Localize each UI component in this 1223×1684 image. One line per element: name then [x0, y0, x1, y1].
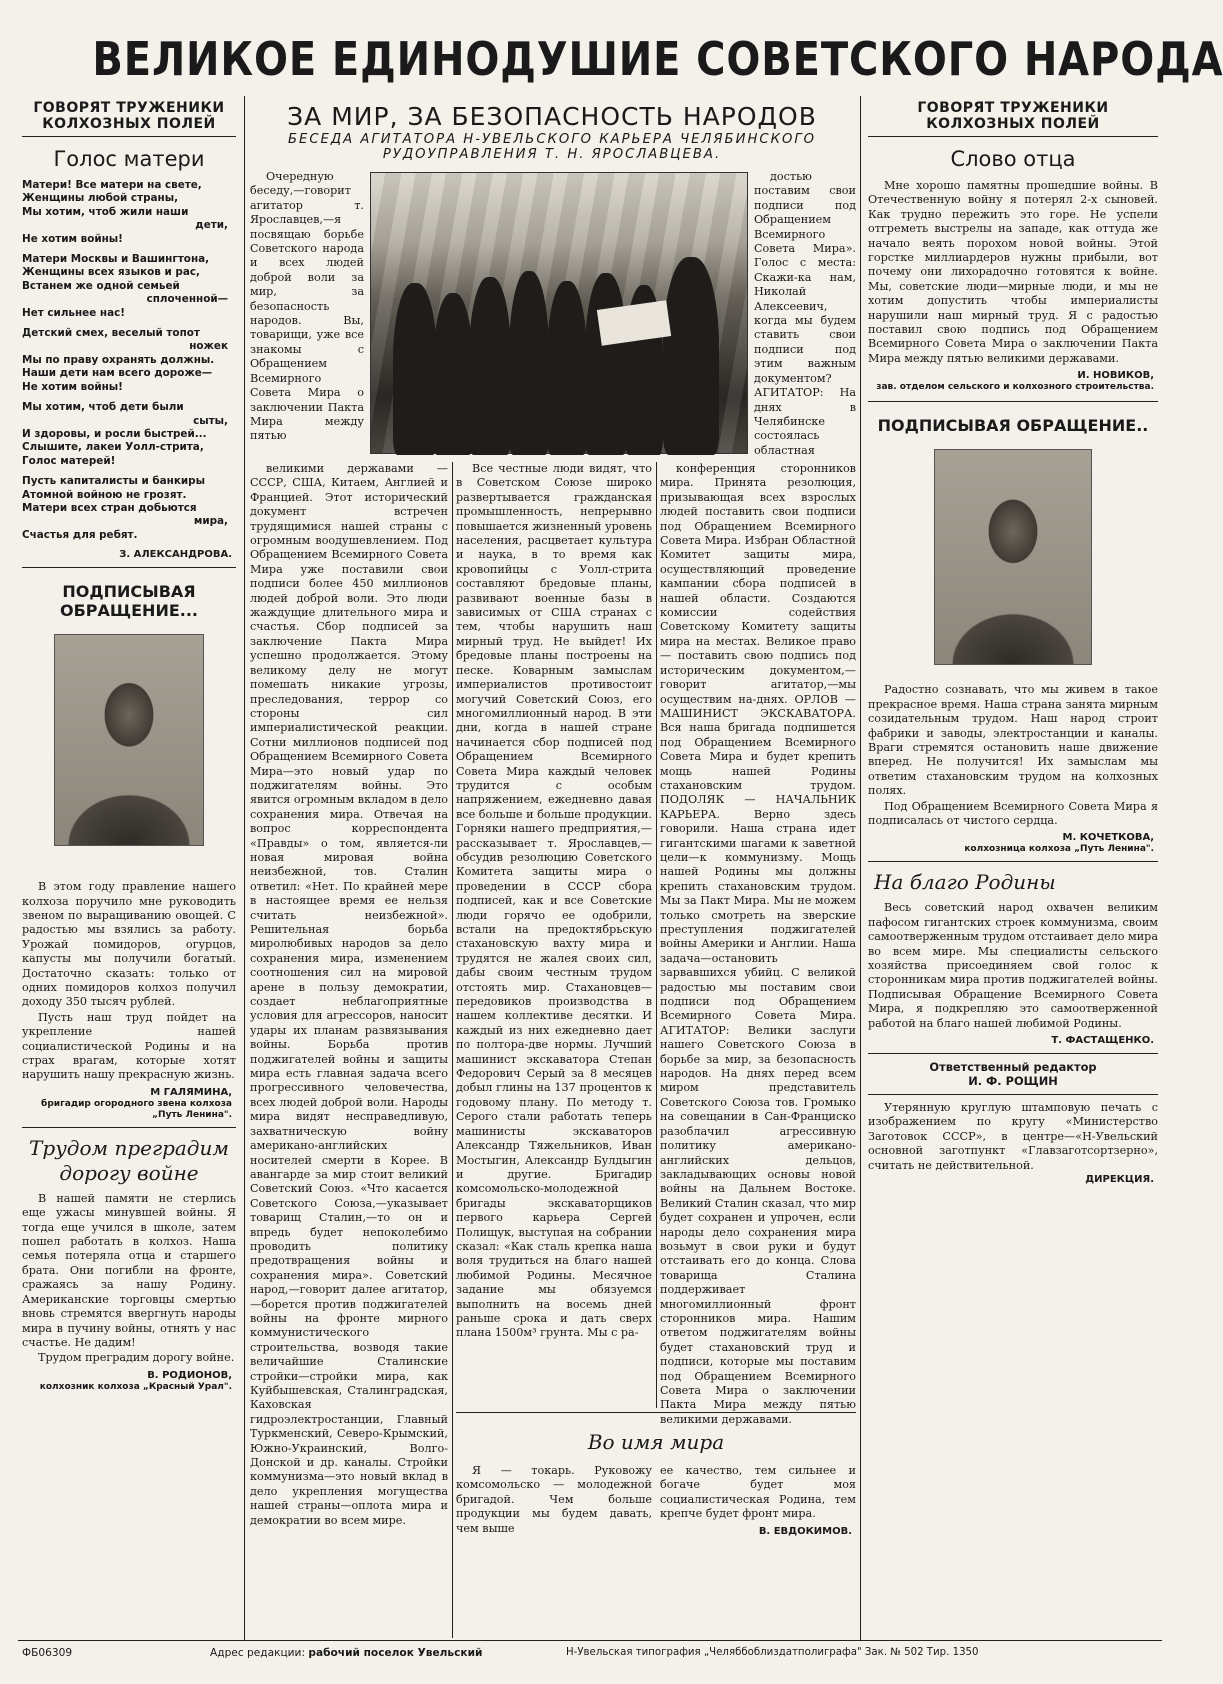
- article-paragraph: Весь советский народ охвачен великим пафосом гигантских строек коммунизма, своим самоотверженным трудом отстаивает дело мира во всем мире. Мы специалисты сельского хозяйства присоединяем свой голос к сторонникам мира против поджигателей войны. Подписывая Обращение Всемирного Совета Мира, я подкрепляю это самоотверженной работой на благо нашей любимой Родины.: [868, 901, 1158, 1030]
- poem-line: Не хотим войны!: [22, 380, 123, 393]
- center-subtitle: БЕСЕДА АГИТАТОРА Н-УВЕЛЬСКОГО КАРЬЕРА ЧЕЛЯБИНСКОГО РУДОУПРАВЛЕНИЯ Т. Н. ЯРОСЛАВЦЕВА.: [287, 132, 817, 162]
- article-paragraph: Я — токарь. Руковожу комсомольско — молодежной бригадой. Чем больше продукции мы будем давать, чем выше: [456, 1464, 652, 1535]
- article-paragraph: достью поставим свои подписи под Обращением Всемирного Совета Мира». Голос с места: Скажи-ка нам, Николай Алексеевич, когда мы будем ставить свои подписи под этим важным документом? АГИТАТОР: На днях в Челябинске состоялась областная: [754, 170, 856, 457]
- vo-imya-heading: Во имя мира: [587, 1430, 725, 1454]
- poem-line: Матери Москвы и Вашингтона,: [22, 253, 210, 266]
- galyamina-signature: М ГАЛЯМИНА,: [150, 1086, 232, 1098]
- portrait-photo-galyamina: [54, 634, 204, 846]
- kochetkova-role: колхозница колхоза „Путь Ленина".: [964, 844, 1154, 855]
- poem-line: Слышите, лакеи Уолл-стрита,: [22, 441, 204, 454]
- right-sign-heading: ПОДПИСЫВАЯ ОБРАЩЕНИЕ..: [877, 416, 1149, 436]
- footer-address: [210, 1646, 482, 1660]
- section-rule: [22, 567, 236, 568]
- poem-line: Встанем же одной семьей: [22, 279, 180, 292]
- section-rule: [868, 1094, 1158, 1095]
- poem-line: Женщины любой страны,: [22, 192, 179, 205]
- poem-line: сплоченной—: [146, 293, 228, 306]
- center-col-1: [250, 462, 448, 1638]
- poem-line: Мы хотим, чтоб жили наши: [22, 205, 189, 218]
- vo-imya-right: [660, 1464, 856, 1640]
- poem-line: И здоровы, и росли быстрей...: [22, 427, 207, 440]
- section-rule: [22, 1127, 236, 1128]
- notice-text: Утерянную круглую штамповую печать с изображением по кругу «Министерство Заготовок СССР», в центре—«Н-Увельский основной заготпункт «Главзаготсортзерно», считать не действительной.: [868, 1101, 1158, 1172]
- article-paragraph: Пусть наш труд пойдет на укрепление нашей социалистической Родины и на страх врагам, которые хотят нарушить нашу прекрасную жизнь.: [22, 1010, 236, 1082]
- left-column: [22, 100, 236, 1638]
- poem: [22, 179, 236, 542]
- section-rule: [868, 1053, 1158, 1054]
- article-paragraph: Очередную беседу,—говорит агитатор т. Ярославцев,—я посвящаю борьбе Советского народа и всех людей доброй воли за мир, за безопасность народов. Вы, товарищи, уже все знакомы с Обращением Всемирного Совета Мира о заключении Пакта Мира между пятью: [250, 170, 364, 443]
- masthead: ВЕЛИКОЕ ЕДИНОДУШИЕ СОВЕТСКОГО НАРОДА: [92, 32, 1223, 86]
- article-paragraph: Под Обращением Всемирного Совета Мира я подписалась от чистого сердца.: [868, 799, 1158, 827]
- right-column: [868, 100, 1158, 1638]
- intro-left: [250, 170, 364, 460]
- column-rule: [244, 96, 245, 1640]
- left-kicker: ГОВОРЯТ ТРУЖЕНИКИ КОЛХОЗНЫХ ПОЛЕЙ: [22, 100, 236, 137]
- blago-signature: Т. ФАСТАЩЕНКО.: [1051, 1035, 1154, 1046]
- portrait-photo-kochetkova: [934, 449, 1092, 665]
- poem-line: Атомной войною не грозят.: [22, 488, 187, 501]
- article-paragraph: В нашей памяти не стерлись еще ужасы минувшей войны. Я тогда еще учился в школе, затем пошел работать в колхоз. Наша семья потеряла отца и старшего брата. Они погибли на фронте, сражаясь за нашу Родину. Американские торговцы смертью вновь стремятся ввергнуть народы мира в пучину войны, отнять у нас счастье. Не дадим!: [22, 1191, 236, 1349]
- center-col-3: [660, 462, 856, 1426]
- left-sign-heading: ПОДПИСЫВАЯ ОБРАЩЕНИЕ...: [60, 582, 198, 621]
- kochetkova-signature: М. КОЧЕТКОВА,: [1062, 832, 1154, 844]
- trudom-signature: В. РОДИОНОВ,: [147, 1369, 232, 1381]
- poem-line: Счастья для ребят.: [22, 528, 138, 541]
- center-title: ЗА МИР, ЗА БЕЗОПАСНОСТЬ НАРОДОВ: [287, 102, 817, 131]
- vo-imya-left: [456, 1464, 652, 1640]
- footer-rule: [18, 1640, 1162, 1641]
- section-rule: [868, 861, 1158, 862]
- poem-line: Голос матерей!: [22, 454, 116, 467]
- poem-line: Детский смех, веселый топот: [22, 327, 200, 340]
- poem-line: Матери всех стран добьются: [22, 501, 197, 514]
- article-paragraph: Мне хорошо памятны прошедшие войны. В Отечественную войну я потерял 2-х сыновей. Как трудно пережить это горе. Не успели отгреметь выстрелы на западе, как оттуда же начало веять порохом новой войны. Этой горстке миллиардеров нужны прибыли, вот почему они лихорадочно готовятся к войне. Мы, советские люди—мирные люди, и мы не хотим допустить чтобы империалисты нарушили наш мирный труд. Я с радостью поставил свою подпись под Обращением Всемирного Совета Мира о заключении Пакта Мира между пятью великими державами.: [868, 179, 1158, 365]
- poem-line: Матери! Все матери на свете,: [22, 179, 202, 191]
- article-paragraph: В этом году правление нашего колхоза поручило мне руководить звеном по выращиванию овощей. С радостью мы взялись за работу. Урожай помидоров, огурцов, капусты мы получили богатый. Достаточно сказать: только от одних помидоров колхоз получил доходу 350 тысяч рублей.: [22, 880, 236, 1009]
- slovo-heading: Слово отца: [950, 147, 1076, 171]
- article-paragraph: Все честные люди видят, что в Советском Союзе широко развертывается гражданская промышленность, непрерывно повышается жизненный уровень населения, расцветает культура и наука, в то время как кровопийцы с Уолл-стрита составляют бредовые планы, развивают военные базы в зависимых от США странах с тем, чтобы нарушить наш мирный труд. Не выйдет! Их бредовые планы построены на песке. Коварным замыслам империалистов противостоит могучий Советский Союз, его многомиллионный народ. В эти дни, когда в нашей стране начинается сбор подписей под Обращением Всемирного Совета Мира каждый человек трудится с особым напряжением, ежедневно давая все больше и больше продукции. Горняки нашего предприятия,—рассказывает т. Ярославцев,—обсудив резолюцию Советского Комитета защиты мира о проведении в СССР сбора подписей, как и все Советские люди горячо ее одобрили, встали на предоктябрьскую стахановскую вахту мира и трудятся не жалея своих сил, дабы своим честным трудом отстоять мир. Стахановцев—передовиков производства в нашем коллективе десятки. И каждый из них ежедневно дает по полтора-две нормы. Лучший машинист экскаватора Степан Федорович Серый за 8 месяцев добыл глины на 137 процентов к годовому плану. По методу т. Серого стали работать теперь машинисты экскаваторов Александр Тяжельников, Иван Мостыгин, Александр Булдыгин и другие. Бригадир комсомольско-молодежной бригады экскаваторщиков первого карьера Сергей Полищук, выступая на собрании сказал: «Как сталь крепка наша воля трудиться на благо нашей любимой Родины. Месячное задание мы обязуемся выполнить на восемь дней раньше срока и дать сверх плана 1500м³ грунта. Мы с ра-: [456, 462, 652, 1340]
- right-kicker: ГОВОРЯТ ТРУЖЕНИКИ КОЛХОЗНЫХ ПОЛЕЙ: [868, 100, 1158, 137]
- poem-line: Мы хотим, чтоб дети были: [22, 401, 184, 414]
- poem-title: Голос матери: [53, 147, 205, 171]
- footer-address-label: Адрес редакции:: [210, 1647, 306, 1659]
- center-col-2: [456, 462, 652, 1408]
- poem-line: Мы по праву охранять должны.: [22, 353, 215, 366]
- center-headline: [250, 102, 854, 162]
- article-paragraph: Трудом преградим дорогу войне.: [38, 1351, 235, 1365]
- poem-line: Не хотим войны!: [22, 232, 123, 245]
- editor-label: Ответственный редактор: [929, 1060, 1097, 1074]
- poem-signature: З. АЛЕКСАНДРОВА.: [119, 549, 232, 561]
- notice-signature: ДИРЕКЦИЯ.: [1085, 1174, 1154, 1186]
- intro-right: [754, 170, 856, 460]
- trudom-heading: Трудом преградим дорогу войне: [29, 1135, 229, 1185]
- slovo-role: зав. отделом сельского и колхозного строительства.: [876, 382, 1154, 393]
- poem-line: ножек: [189, 340, 228, 353]
- slovo-signature: И. НОВИКОВ,: [1077, 370, 1154, 382]
- article-paragraph: великими державами — СССР, США, Китаем, Англией и Францией. Этот исторический документ встречен трудящимися нашей страны с огромным воодушевлением. Под Обращением Всемирного Совета Мира уже поставили свои подписи более 450 миллионов людей доброй воли. Это люди жаждущие длительного мира и счастья. Сбор подписей за заключение Пакта Мира успешно продолжается. Этому великому делу не могут помешать никакие угрозы, преследования, террор со стороны сил империалистической реакции. Сотни миллионов подписей под Обращением Всемирного Совета Мира—это новый удар по поджигателям войны. Это явится огромным вкладом в дело сохранения мира. Отвечая на вопрос корреспондента «Правды» о том, является-ли новая мировая война неизбежной, тов. Сталин ответил: «Нет. По крайней мере в настоящее время ее нельзя считать неизбежной». Решительная борьба миролюбивых народов за дело сохранения мира, изменением соотношения сил на мировой арене в пользу демократии, создает неблагоприятные условия для агрессоров, наносит удары их планам развязывания войны. Борьба против поджигателей войны и защиты мира есть главная задача всего прогрессивного человечества, всех людей доброй воли. Народы мира видят несправедливую, захватническую войну американо-английских носителей смерти в Корее. В авангарде за мир стоит великий Советский Союз. «Что касается Советского Союза,—указывает товарищ Сталин,—то он и впредь будет непоколебимо проводить политику предотвращения войны и сохранения мира». Советский народ,—говорит далее агитатор,—борется против поджигателей войны на фронте мирного коммунистического строительства, возводя такие величайшие Сталинские стройки—стройки мира, как Куйбышевская, Сталинградская, Каховская гидроэлектростанции, Главный Туркменский, Северо-Крымский, Южно-Украинский, Волго-Донской и др. каналы. Стройки коммунизма—это новый вклад в дело укрепления могущества нашей страны—оплота мира и демократии во всем мире.: [250, 462, 448, 1527]
- column-rule: [656, 462, 657, 1408]
- poem-line: сыты,: [193, 414, 228, 427]
- blago-heading: На благо Родины: [874, 870, 1056, 895]
- footer-printer: Н-Увельская типография „Челяббоблиздатполиграфа" Зак. № 502 Тир. 1350: [566, 1647, 979, 1658]
- article-paragraph: ее качество, тем сильнее и богаче будет моя социалистическая Родина, тем крепче будет фронт мира.: [660, 1464, 856, 1521]
- section-rule: [456, 1412, 856, 1413]
- editor-name: И. Ф. РОЩИН: [968, 1074, 1058, 1088]
- footer-code: ФБ06309: [22, 1647, 73, 1659]
- poem-line: Наши дети нам всего дороже—: [22, 367, 213, 380]
- poem-line: Женщины всех языков и рас,: [22, 266, 200, 279]
- agitator-meeting-photo: [370, 172, 748, 454]
- article-paragraph: Радостно сознавать, что мы живем в такое прекрасное время. Наша страна занята мирным созидательным трудом. Наш народ строит фабрики и заводы, электростанции и каналы. Враги стремятся остановить наше движение вперед. Не получится! Их замыслам мы ответим стахановским трудом на колхозных полях.: [868, 683, 1158, 798]
- galyamina-role: бригадир огородного звена колхоза „Путь Ленина".: [41, 1098, 232, 1120]
- poem-line: мира,: [193, 515, 228, 528]
- trudom-role: колхозник колхоза „Красный Урал".: [39, 1381, 232, 1392]
- column-rule: [860, 96, 861, 1640]
- section-rule: [868, 401, 1158, 402]
- vo-imya-signature: В. ЕВДОКИМОВ.: [758, 1525, 852, 1537]
- poem-line: Нет сильнее нас!: [22, 306, 125, 319]
- column-rule: [452, 462, 453, 1638]
- footer-address-value: рабочий поселок Увельский: [308, 1647, 483, 1659]
- poem-line: Пусть капиталисты и банкиры: [22, 475, 205, 488]
- newspaper-page: [18, 14, 1223, 1670]
- poem-line: дети,: [195, 219, 228, 232]
- article-paragraph: конференция сторонников мира. Принята резолюция, призывающая всех взрослых людей поставить свои подписи под Обращением Всемирного Совета Мира. Избран Областной Комитет защиты мира, осуществляющий проведение кампании сбора подписей в нашей области. Создаются комиссии содействия Советскому Комитету защиты мира на местах. Великое право — поставить свою подпись под историческим документом,—говорит агитатор,—мы осуществим на-днях. ОРЛОВ — МАШИНИСТ ЭКСКАВАТОРА. Вся наша бригада подпишется под Обращением Всемирного Совета Мира и будет крепить мощь нашей Родины стахановским трудом. ПОДОЛЯК — НАЧАЛЬНИК КАРЬЕРА. Верно здесь говорили. Наша страна идет гигантскими шагами к заветной цели—к коммунизму. Мощь нашей Родины мы должны крепить стахановским трудом. Мы за Пакт Мира. Мы не можем только смотреть на зверские преступления поджигателей войны Америки и Англии. Наша задача—остановить зарвавшихся убийц. С великой радостью мы поставим свои подписи под Обращением Всемирного Совета Мира. АГИТАТОР: Велики заслуги нашего Советского Союза в борьбе за мир, за безопасность народов. На днях перед всем миром представитель Советского Союза тов. Громыко на совещании в Сан-Франциско разоблачил агрессивную политику американо-английских дельцов, закладывающих основы новой войны на Дальнем Востоке. Великий Сталин сказал, что мир будет сохранен и упрочен, если народы дело сохранения мира возьмут в свои руки и будут отстаивать его до конца. Слова товарища Сталина поддерживает многомиллионный фронт сторонников мира. Нашим ответом поджигателям войны будет стахановский труд и подписи, которые мы поставим под Обращением Всемирного Совета Мира о заключении Пакта Мира между пятью великими державами.: [660, 462, 856, 1426]
